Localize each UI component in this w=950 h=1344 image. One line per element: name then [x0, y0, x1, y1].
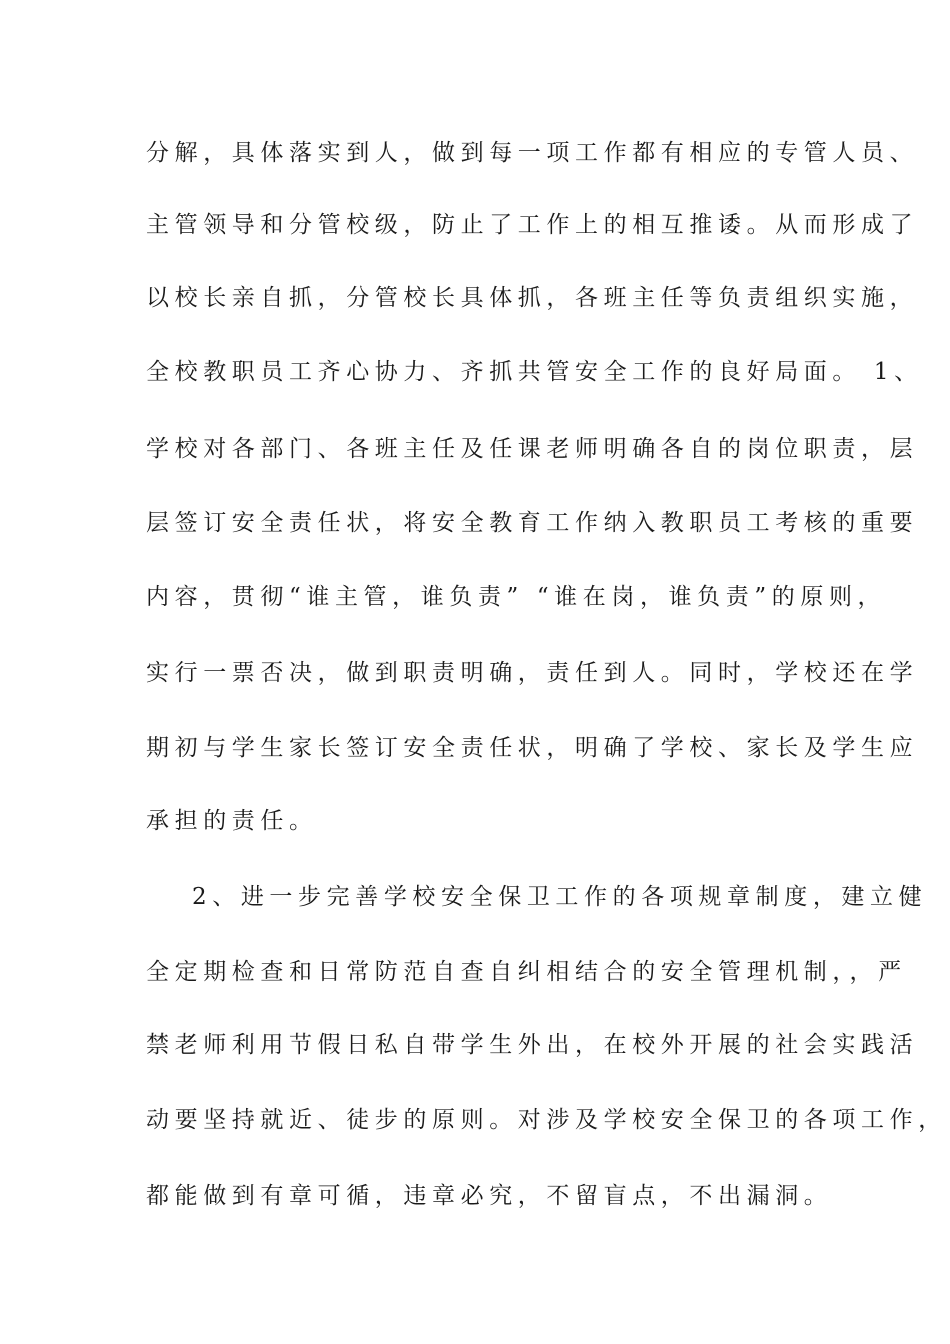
- text-line-13: 禁老师利用节假日私自带学生外出，在校外开展的社会实践活: [146, 1032, 919, 1058]
- text-line-11: 2、进一步完善学校安全保卫工作的各项规章制度，建立健: [192, 884, 928, 910]
- text-line-10: 承担的责任。: [146, 808, 318, 834]
- text-line-3: 以校长亲自抓，分管校长具体抓，各班主任等负责组织实施，: [146, 285, 919, 311]
- text-line-2: 主管领导和分管校级，防止了工作上的相互推诿。从而形成了: [146, 212, 919, 238]
- text-line-14: 动要坚持就近、徒步的原则。对涉及学校安全保卫的各项工作，: [146, 1107, 947, 1133]
- text-line-15: 都能做到有章可循，违章必究，不留盲点，不出漏洞。: [146, 1183, 833, 1209]
- text-line-8: 实行一票否决，做到职责明确，责任到人。同时，学校还在学: [146, 660, 919, 686]
- text-line-5: 学校对各部门、各班主任及任课老师明确各自的岗位职责，层: [146, 436, 919, 462]
- text-line-1: 分解，具体落实到人，做到每一项工作都有相应的专管人员、: [146, 140, 919, 166]
- text-line-6: 层签订安全责任状，将安全教育工作纳入教职员工考核的重要: [146, 510, 919, 536]
- text-line-12: 全定期检查和日常防范自查自纠相结合的安全管理机制，，严: [146, 959, 907, 985]
- text-line-4: 全校教职员工齐心协力、齐抓共管安全工作的良好局面。 1、: [146, 359, 923, 385]
- text-line-7: 内容，贯彻“谁主管，谁负责” “谁在岗，谁负责”的原则，: [146, 584, 887, 610]
- text-line-9: 期初与学生家长签订安全责任状，明确了学校、家长及学生应: [146, 735, 919, 761]
